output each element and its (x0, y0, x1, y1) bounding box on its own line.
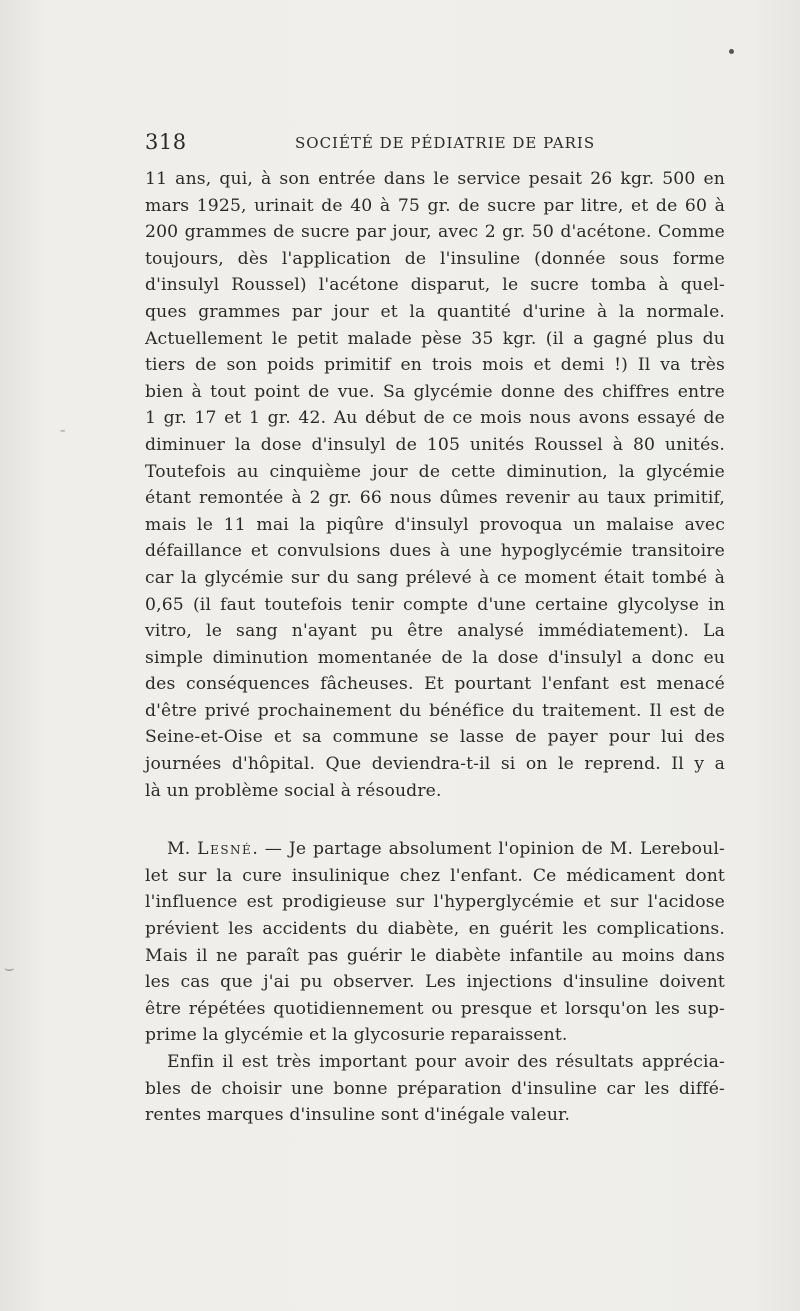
paragraph-lesne-remarks (145, 836, 725, 1049)
speaker-name: Lesné (197, 839, 253, 860)
text-line-speaker (145, 836, 725, 863)
paragraph-case-report (145, 166, 725, 804)
text-line: Seine-et-Oise et sa commune se lasse de payer pour lui des (145, 727, 725, 748)
text-line: d'insulyl Roussel) l'acétone disparut, le sucre tomba à quel- (145, 275, 725, 296)
text-line: vitro, le sang n'ayant pu être analysé immédiatement). La (145, 621, 725, 642)
text-line: bles de choisir une bonne préparation d'insuline car les diffé- (145, 1078, 725, 1099)
text-line: 1 gr. 17 et 1 gr. 42. Au début de ce mois nous avons essayé de (145, 408, 725, 429)
text-line: Mais il ne paraît pas guérir le diabète infantile au moins dans (145, 945, 725, 966)
text-line: diminuer la dose d'insulyl de 105 unités Roussel à 80 unités. (145, 434, 725, 455)
text-line: étant remontée à 2 gr. 66 nous dûmes revenir au taux primitif, (145, 488, 725, 509)
paragraph-gap (145, 804, 725, 836)
text-line: journées d'hôpital. Que deviendra-t-il si on le reprend. Il y a (145, 754, 725, 775)
text-line: là un problème social à résoudre. (145, 780, 442, 801)
paragraph-conclusion (145, 1049, 725, 1129)
margin-tick-mark: ‐ (60, 420, 66, 439)
text-line: 11 ans, qui, à son entrée dans le service pesait 26 kgr. 500 en (145, 169, 725, 189)
text-line: l'influence est prodigieuse sur l'hyperglycémie et sur l'acidose (145, 892, 725, 913)
text-line: mars 1925, urinait de 40 à 75 gr. de sucre par litre, et de 60 à (145, 195, 725, 216)
page-header (145, 130, 725, 160)
text-line: des conséquences fâcheuses. Et pourtant l'enfant est menacé (145, 674, 725, 695)
text-line: Actuellement le petit malade pèse 35 kgr. (il a gagné plus du (145, 328, 725, 349)
text-line: tiers de son poids primitif en trois mois et demi !) Il va très (145, 355, 725, 376)
text-line: les cas que j'ai pu observer. Les injections d'insuline doivent (145, 972, 725, 993)
margin-curve-mark: ⌣ (4, 958, 15, 977)
speaker-line-rest: . — Je partage absolument l'opinion de M. Lereboul- (252, 839, 725, 860)
text-line: car la glycémie sur du sang prélevé à ce moment était tombé à (145, 567, 725, 588)
text-line: Toutefois au cinquième jour de cette diminution, la glycémie (145, 461, 725, 482)
text-line: être répétées quotidiennement ou presque et lorsqu'on les sup- (145, 998, 725, 1019)
text-line: défaillance et convulsions dues à une hypoglycémie transitoire (145, 541, 725, 562)
text-line: d'être privé prochainement du bénéfice du traitement. Il est de (145, 700, 725, 721)
text-line: toujours, dès l'application de l'insuline (donnée sous forme (145, 248, 725, 269)
text-line: ques grammes par jour et la quantité d'urine à la normale. (145, 301, 725, 322)
text-line: 200 grammes de sucre par jour, avec 2 gr. 50 d'acétone. Comme (145, 222, 725, 243)
running-head: SOCIÉTÉ DE PÉDIATRIE DE PARIS (295, 134, 596, 152)
page-number: 318 (145, 130, 187, 154)
text-line: prime la glycémie et la glycosurie reparaissent. (145, 1025, 568, 1046)
body-text (145, 166, 725, 1129)
text-line: let sur la cure insulinique chez l'enfant. Ce médicament dont (145, 865, 725, 886)
speaker-prefix: M. (167, 839, 198, 860)
speck-mark (729, 49, 734, 54)
text-line: Enfin il est très important pour avoir des résultats apprécia- (167, 1052, 725, 1072)
text-line: simple diminution momentanée de la dose d'insulyl a donc eu (145, 647, 725, 668)
text-line: 0,65 (il faut toutefois tenir compte d'une certaine glycolyse in (145, 594, 725, 615)
text-line: bien à tout point de vue. Sa glycémie donne des chiffres entre (145, 381, 725, 402)
text-line: prévient les accidents du diabète, en guérit les complications. (145, 919, 725, 940)
text-line: mais le 11 mai la piqûre d'insulyl provoqua un malaise avec (145, 514, 725, 535)
text-line: rentes marques d'insuline sont d'inégale valeur. (145, 1105, 571, 1126)
